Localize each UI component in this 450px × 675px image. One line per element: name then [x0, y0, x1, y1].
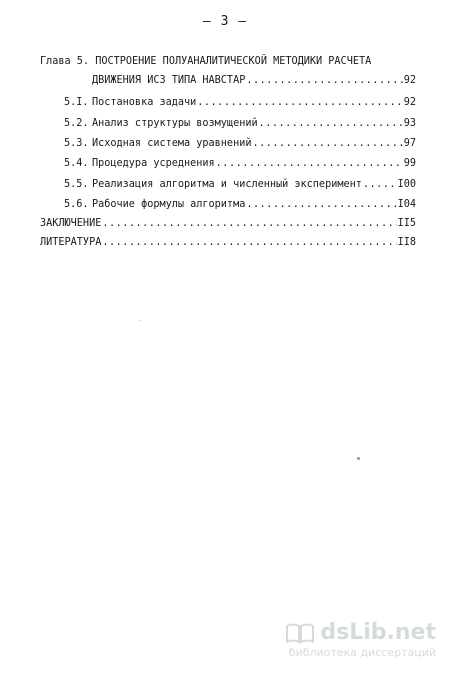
section-page: 93	[403, 118, 416, 129]
section-page: 97	[403, 138, 416, 149]
watermark	[285, 620, 436, 659]
section-number: 5.I.	[64, 97, 89, 108]
watermark-logo-text: dsLib.net	[320, 620, 436, 645]
leader-dots	[102, 236, 396, 250]
leader-dots	[259, 117, 403, 131]
section-title: Исходная система уравнений	[92, 138, 252, 149]
toc-section	[64, 178, 416, 192]
section-title: Анализ структуры возмущений	[92, 118, 258, 129]
scan-speck	[357, 457, 360, 460]
toc-section	[64, 137, 416, 151]
section-number: 5.5.	[64, 179, 89, 190]
conclusion-page: II5	[397, 218, 416, 229]
section-page: 92	[403, 97, 416, 108]
page-number: – 3 –	[202, 14, 248, 29]
literature-title: ЛИТЕРАТУРА	[40, 237, 102, 248]
toc-section	[64, 96, 416, 110]
leader-dots	[197, 96, 402, 110]
leader-dots	[363, 178, 397, 192]
chapter-title-line2: ДВИЖЕНИЯ ИСЗ ТИПА НАВСТАР	[92, 75, 246, 86]
section-title: Реализация алгоритма и численный эксперимент	[92, 179, 362, 190]
toc-section	[64, 198, 416, 212]
leader-dots	[246, 74, 402, 88]
toc-literature	[40, 236, 416, 250]
chapter-page: 92	[403, 75, 416, 86]
open-book-icon	[285, 621, 315, 645]
section-title: Рабочие формулы алгоритма	[92, 199, 246, 210]
toc-conclusion	[40, 217, 416, 231]
chapter-title-line1: ПОСТРОЕНИЕ ПОЛУАНАЛИТИЧЕСКОЙ МЕТОДИКИ РАСЧЕТА	[95, 56, 372, 67]
section-title: Постановка задачи	[92, 97, 197, 108]
section-page: 99	[403, 158, 416, 169]
leader-dots	[246, 198, 396, 212]
scan-speck	[140, 320, 141, 321]
section-title: Процедура усреднения	[92, 158, 215, 169]
toc-section	[64, 117, 416, 131]
leader-dots	[252, 137, 402, 151]
chapter-title-entry	[92, 74, 416, 88]
leader-dots	[102, 217, 396, 231]
section-page: I04	[397, 199, 416, 210]
toc-section	[64, 157, 416, 171]
literature-page: II8	[397, 237, 416, 248]
section-page: I00	[397, 179, 416, 190]
section-number: 5.4.	[64, 158, 89, 169]
section-number: 5.6.	[64, 199, 89, 210]
watermark-subtitle: библиотека диссертаций	[288, 646, 436, 659]
chapter-label: Глава 5.	[40, 56, 90, 67]
conclusion-title: ЗАКЛЮЧЕНИЕ	[40, 218, 102, 229]
watermark-logo	[285, 620, 436, 645]
section-number: 5.2.	[64, 118, 89, 129]
leader-dots	[216, 157, 403, 171]
chapter-heading	[40, 55, 420, 69]
section-number: 5.3.	[64, 138, 89, 149]
